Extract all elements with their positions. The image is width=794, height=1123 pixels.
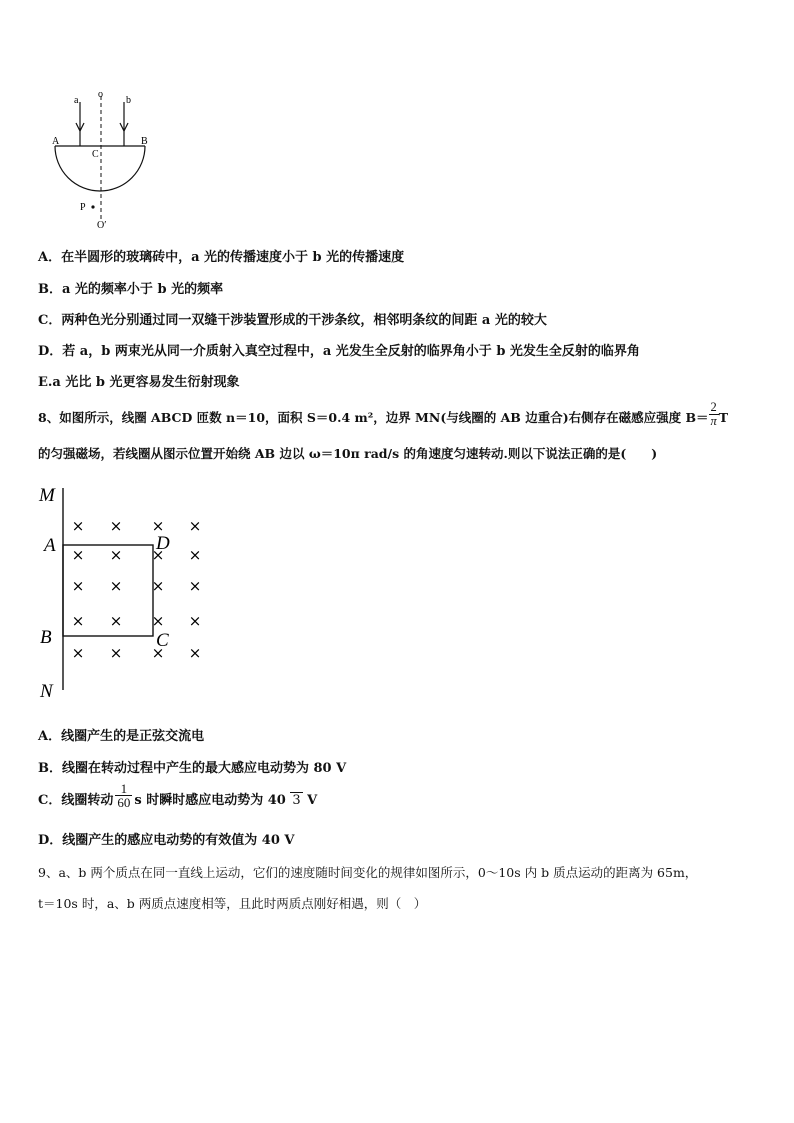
field-cross-mark: ×	[151, 612, 165, 630]
b-fraction: $\frac{2}{\pi}$	[710, 400, 717, 428]
field-cross-mark: ×	[109, 577, 123, 595]
time-fraction: $\frac{1}{60}$	[117, 781, 131, 810]
field-cross-mark: ×	[71, 546, 85, 564]
semicircle-figure	[40, 88, 170, 238]
q8-stem-text: 8、如图所示，线圈 ABCD 匝数 n＝10，面积 S＝0.4 m²，边界 MN(与线圈的 AB 边重合)右侧存在磁感应强度 B＝	[38, 410, 709, 425]
q7-option-c: C．两种色光分别通过同一双缝干涉装置形成的干涉条纹，相邻明条纹的间距 a 光的较大	[38, 313, 547, 328]
q8-option-c: C．线圈转动 $\frac{1}{60}$ s 时瞬时感应电动势为 40 3 V	[38, 781, 318, 810]
field-cross-mark: ×	[109, 612, 123, 630]
q7-option-a: A．在半圆形的玻璃砖中，a 光的传播速度小于 b 光的传播速度	[38, 250, 405, 265]
field-cross-mark: ×	[151, 577, 165, 595]
field-cross-mark: ×	[109, 517, 123, 535]
magnetic-field-crosses	[72, 517, 202, 662]
field-cross-mark: ×	[188, 644, 202, 662]
label-A: A	[52, 136, 60, 147]
label-b: b	[126, 95, 131, 106]
field-cross-mark: ×	[71, 644, 85, 662]
semicircle-arc	[55, 146, 145, 191]
field-cross-mark: ×	[188, 577, 202, 595]
unit-tesla: T	[718, 410, 729, 425]
field-cross-mark: ×	[109, 546, 123, 564]
label-N: N	[40, 681, 53, 702]
label-o-prime: O′	[97, 220, 107, 231]
q7-option-d: D．若 a，b 两束光从同一介质射入真空过程中，a 光发生全反射的临界角小于 b 光发生全反射的临界角	[38, 344, 640, 359]
field-cross-mark: ×	[188, 612, 202, 630]
field-cross-mark: ×	[151, 644, 165, 662]
coil-field-figure	[30, 480, 220, 705]
field-cross-mark: ×	[188, 517, 202, 535]
label-C: C	[92, 149, 99, 160]
field-cross-mark: ×	[109, 644, 123, 662]
q8-stem-line2: 的匀强磁场，若线圈从图示位置开始绕 AB 边以 ω＝10π rad/s 的角速度匀速转动.则以下说法正确的是( )	[38, 446, 658, 461]
sqrt-three: 3	[292, 793, 301, 808]
label-P: P	[80, 202, 86, 213]
field-cross-mark: ×	[71, 612, 85, 630]
label-B: B	[141, 136, 148, 147]
label-B: B	[40, 627, 52, 648]
label-A: A	[44, 535, 56, 556]
field-cross-mark: ×	[151, 546, 165, 564]
q8-option-a: A．线圈产生的是正弦交流电	[38, 729, 205, 744]
q8-option-d: D．线圈产生的感应电动势的有效值为 40 V	[38, 833, 295, 848]
q9-stem-line2: t＝10s 时，a、b 两质点速度相等，且此时两质点刚好相遇，则（ ）	[38, 896, 427, 911]
label-o: o	[98, 89, 103, 100]
q8-option-b: B．线圈在转动过程中产生的最大感应电动势为 80 V	[38, 761, 347, 776]
field-cross-mark: ×	[71, 577, 85, 595]
field-cross-mark: ×	[71, 517, 85, 535]
label-a: a	[74, 95, 79, 106]
label-D: D	[156, 533, 170, 554]
q7-option-e: E.a 光比 b 光更容易发生衍射现象	[38, 375, 240, 390]
label-C: C	[156, 630, 169, 651]
point-p	[91, 205, 94, 208]
label-M: M	[39, 485, 55, 506]
q9-stem-line1: 9、a、b 两个质点在同一直线上运动，它们的速度随时间变化的规律如图所示，0～10s 内 b 质点运动的距离为 65m，	[38, 865, 698, 880]
q8-stem-line1	[38, 400, 729, 428]
field-cross-mark: ×	[151, 517, 165, 535]
q7-option-b: B．a 光的频率小于 b 光的频率	[38, 282, 224, 297]
field-cross-mark: ×	[188, 546, 202, 564]
